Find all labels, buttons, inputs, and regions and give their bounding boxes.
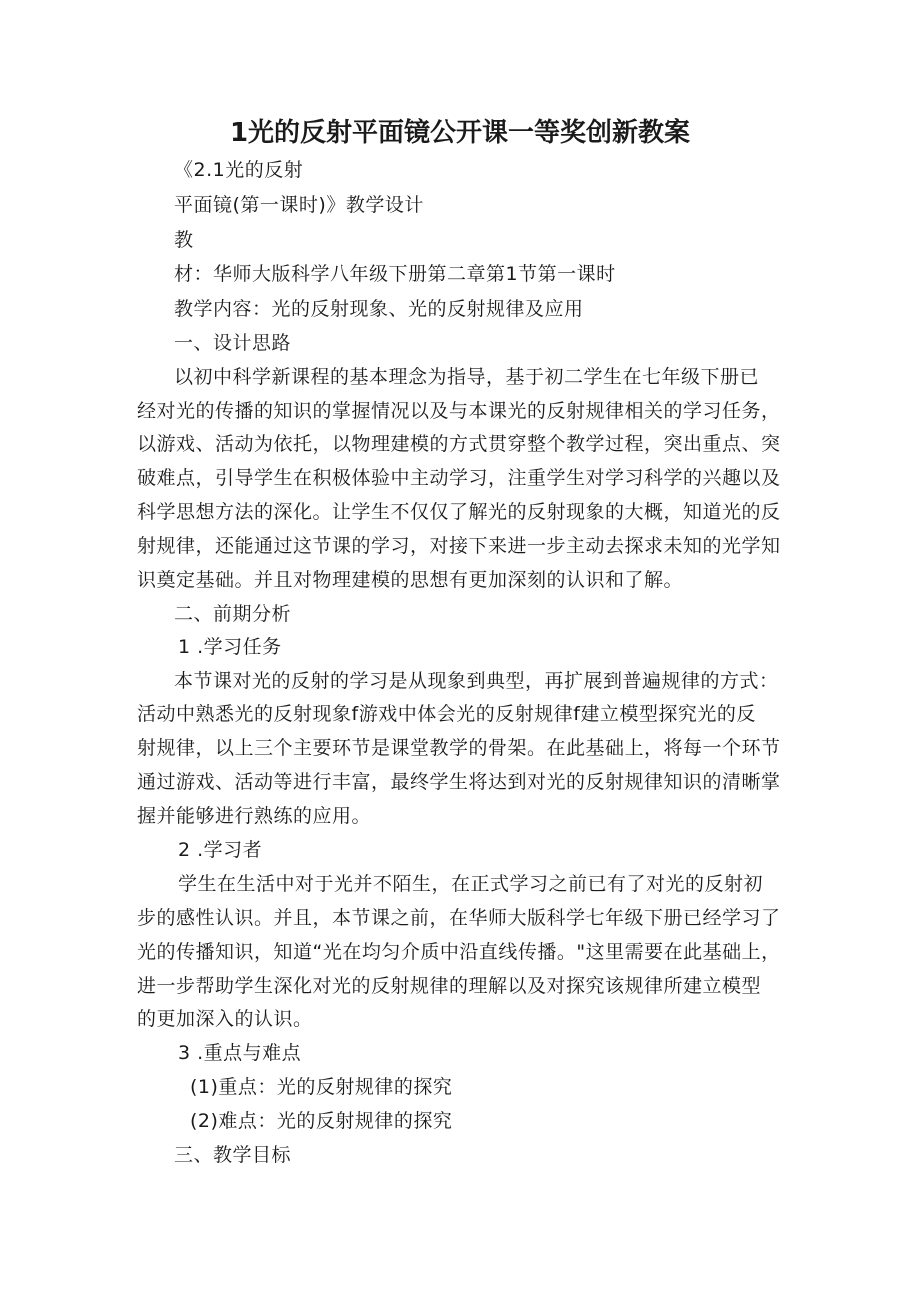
textbook-label-line-1: 教 [174, 229, 194, 251]
teaching-content-line: 教学内容：光的反射现象、光的反射规律及应用 [174, 298, 584, 320]
subsection-heading-task: 1 .学习任务 [178, 636, 282, 658]
document-title: 1光的反射平面镜公开课一等奖创新教案 [229, 118, 691, 148]
difficulty-item: (2)难点：光的反射规律的探究 [190, 1110, 453, 1132]
textbook-label-line-2: 材：华师大版科学八年级下册第二章第1节第一课时 [174, 263, 616, 285]
paragraph-line: 射规律，以上三个主要环节是课堂教学的骨架。在此基础上，将每一个环节 [137, 737, 781, 759]
section-heading-objectives: 三、教学目标 [174, 1144, 292, 1166]
paragraph-line: 以初中科学新课程的基本理念为指导，基于初二学生在七年级下册已 [174, 366, 760, 388]
paragraph-line: 识奠定基础。并且对物理建模的思想有更加深刻的认识和了解。 [137, 569, 684, 591]
paragraph-line: 进一步帮助学生深化对光的反射规律的理解以及对探究该规律所建立模型 [137, 975, 762, 997]
section-heading-analysis: 二、前期分析 [174, 603, 292, 625]
subtitle-line-2: 平面镜(第一课时)》教学设计 [174, 194, 424, 216]
paragraph-line: 活动中熟悉光的反射现象f游戏中体会光的反射规律f建立模型探究光的反 [137, 703, 756, 725]
paragraph-line: 握并能够进行熟练的应用。 [137, 805, 372, 827]
paragraph-line: 经对光的传播的知识的掌握情况以及与本课光的反射规律相关的学习任务， [137, 400, 781, 422]
paragraph-line: 步的感性认识。并且，本节课之前，在华师大版科学七年级下册已经学习了 [137, 907, 781, 929]
paragraph-line: 以游戏、活动为依托，以物理建模的方式贯穿整个教学过程，突出重点、突 [137, 433, 781, 455]
paragraph-line: 学生在生活中对于光并不陌生，在正式学习之前已有了对光的反射初 [178, 873, 764, 895]
subsection-heading-learner: 2 .学习者 [178, 839, 263, 861]
paragraph-line: 的更加深入的认识。 [137, 1008, 313, 1030]
paragraph-line: 本节课对光的反射的学习是从现象到典型，再扩展到普遍规律的方式： [174, 670, 779, 692]
paragraph-line: 通过游戏、活动等进行丰富，最终学生将达到对光的反射规律知识的清晰掌 [137, 771, 781, 793]
paragraph-line: 科学思想方法的深化。让学生不仅仅了解光的反射现象的大概，知道光的反 [137, 501, 781, 523]
subsection-heading-keypoints: 3 .重点与难点 [178, 1042, 302, 1064]
subtitle-line-1: 《2.1光的反射 [174, 159, 304, 181]
paragraph-line: 破难点，引导学生在积极体验中主动学习，注重学生对学习科学的兴趣以及 [137, 467, 781, 489]
paragraph-line: 射规律，还能通过这节课的学习，对接下来进一步主动去探求未知的光学知 [137, 535, 781, 557]
section-heading-design: 一、设计思路 [174, 332, 292, 354]
key-point-item: (1)重点：光的反射规律的探究 [190, 1076, 453, 1098]
paragraph-line: 光的传播知识，知道“光在均匀介质中沿直线传播。"这里需要在此基础上， [137, 941, 781, 963]
